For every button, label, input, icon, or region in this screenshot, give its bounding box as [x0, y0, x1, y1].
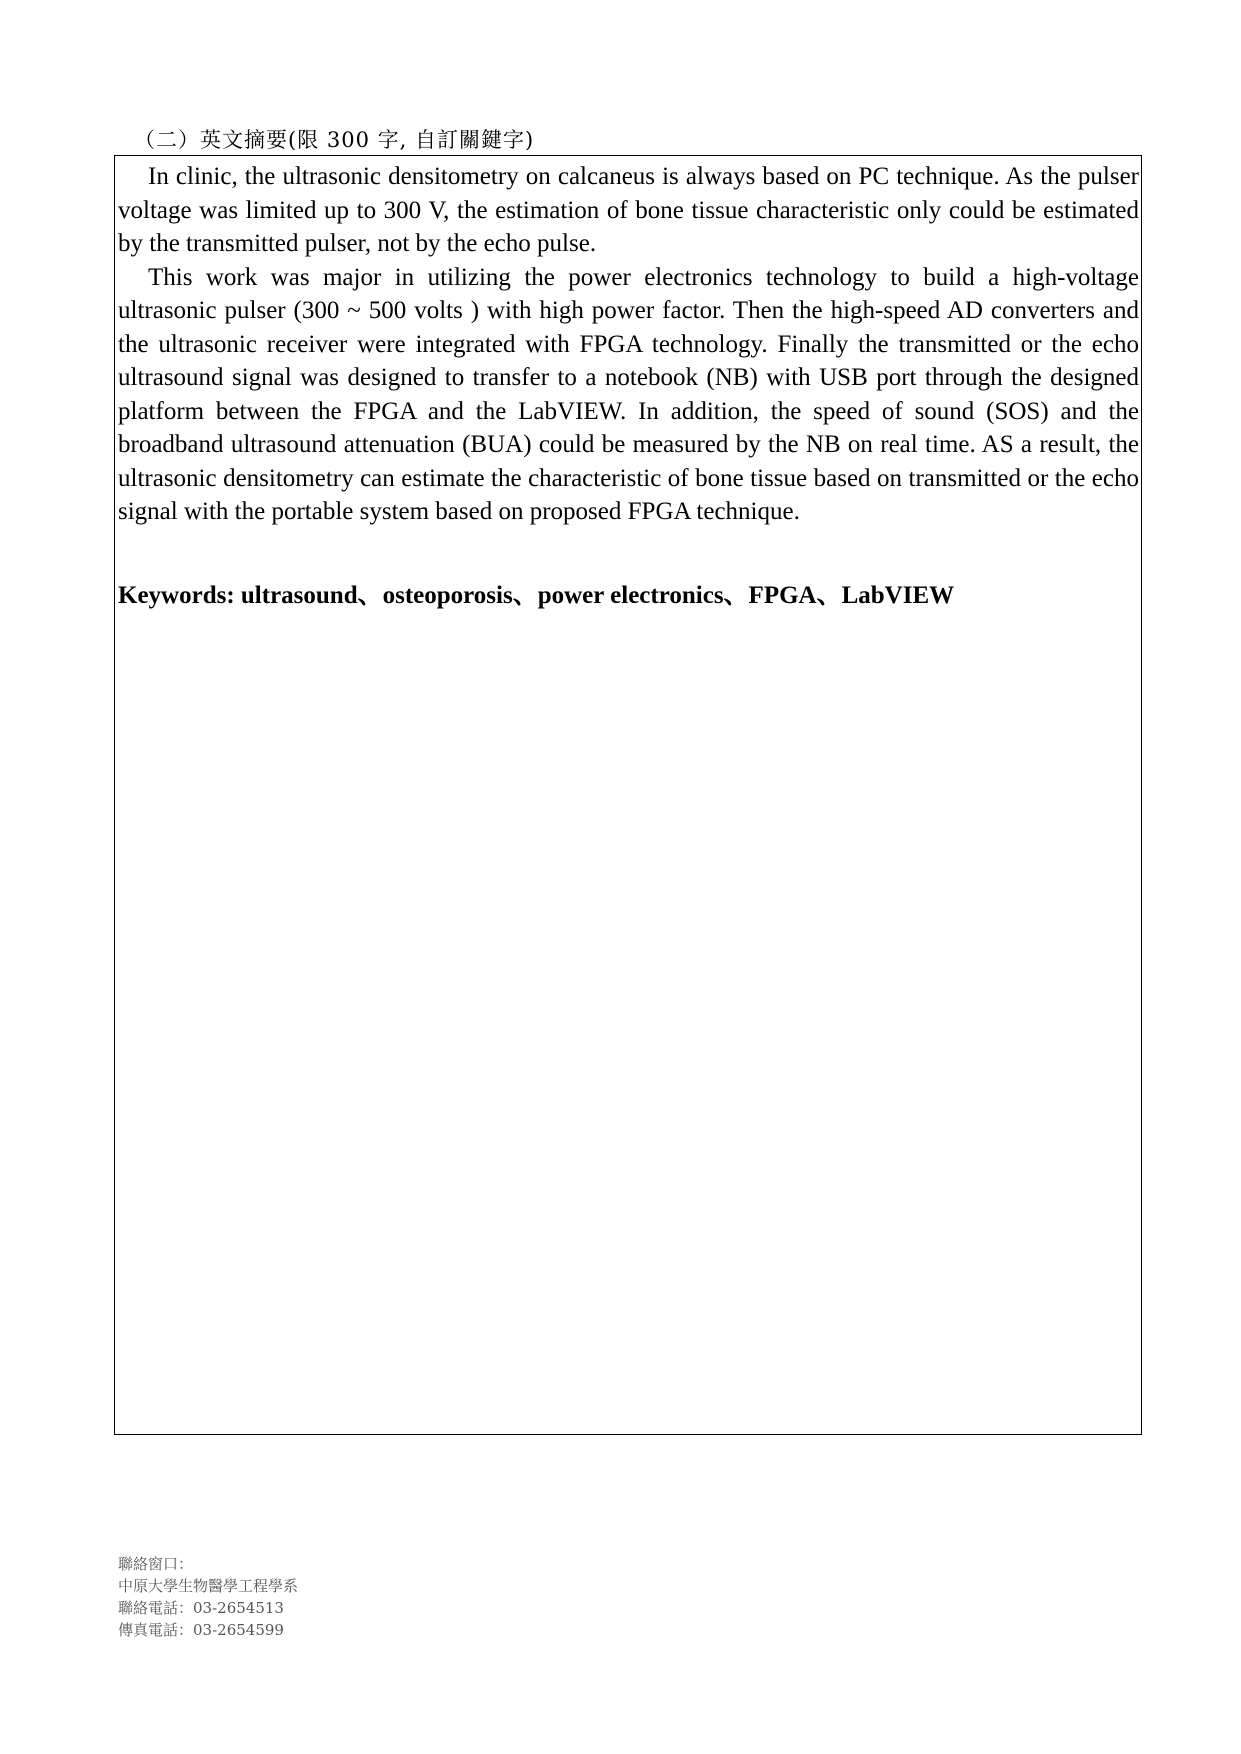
- contact-fax: 傳真電話：03-2654599: [118, 1621, 284, 1639]
- contact-department: 中原大學生物醫學工程學系: [118, 1577, 299, 1595]
- contact-phone: 聯絡電話：03-2654513: [118, 1599, 284, 1617]
- abstract-box: [114, 155, 1142, 1435]
- abstract-paragraph: In clinic, the ultrasonic densitometry on calcaneus is always based on PC technique. As the pulser voltage was limited up to 300 V, the estimation of bone tissue characteristic only could be estimated by the transmitted pulser, not by the echo pulse.: [118, 163, 1139, 257]
- contact-info: [118, 1553, 298, 1641]
- contact-title: 聯絡窗口：: [118, 1555, 194, 1573]
- section-heading: （二）英文摘要(限 300 字, 自訂關鍵字): [134, 128, 535, 152]
- keywords: Keywords: ultrasound、osteoporosis、power electronics、FPGA、LabVIEW: [118, 581, 955, 609]
- abstract-paragraph: This work was major in utilizing the power electronics technology to build a high-voltage ultrasonic pulser (300 ~ 500 volts ) with high power factor. Then the high-speed AD converters and the ultrasonic receiver were integrated with FPGA technology. Finally the transmitted or the echo ultrasound signal was designed to transfer to a notebook (NB) with USB port through the designed platform between the FPGA and the LabVIEW. In addition, the speed of sound (SOS) and the broadband ultrasound attenuation (BUA) could be measured by the NB on real time. AS a result, the ultrasonic densitometry can estimate the characteristic of bone tissue based on transmitted or the echo signal with the portable system based on proposed FPGA technique.: [118, 263, 1139, 525]
